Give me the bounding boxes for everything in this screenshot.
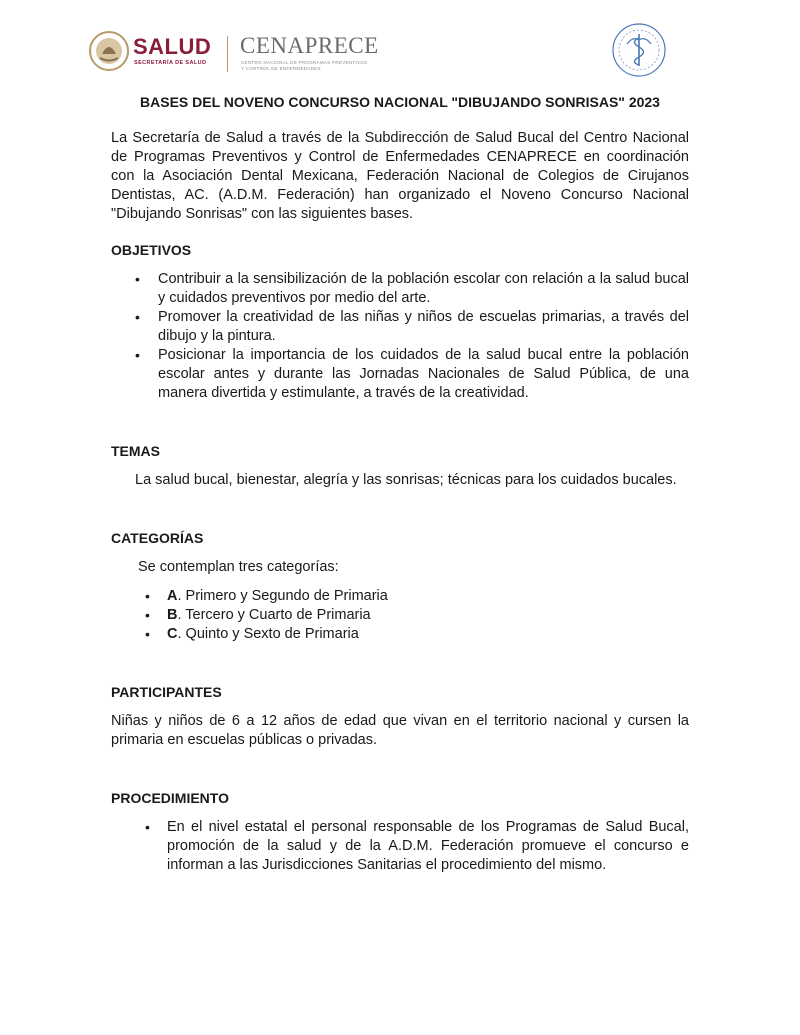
list-item-text: Promover la creatividad de las niñas y niños de escuelas primarias, a través del dibujo y la pintura. [158,309,689,344]
list-item [111,818,689,875]
category-letter: B [167,607,178,623]
objetivos-list [111,270,689,403]
salud-logo-subtitle: SECRETARÍA DE SALUD [134,60,207,66]
list-item [111,308,689,346]
salud-logo-text: SALUD [133,34,212,59]
bullet-icon: • [145,819,150,835]
bullet-icon: • [145,607,150,623]
section-heading-participantes: PARTICIPANTES [111,684,222,700]
category-label: . Primero y Segundo de Primaria [177,588,388,604]
adm-federacion-seal-icon [611,22,667,78]
section-heading-categorias: CATEGORÍAS [111,530,204,546]
procedimiento-list [111,818,689,875]
categorias-list [111,587,689,644]
bullet-icon: • [135,309,140,325]
temas-paragraph: La salud bucal, bienestar, alegría y las sonrisas; técnicas para los cuidados bucales. [135,472,677,488]
list-item [111,270,689,308]
bullet-icon: • [135,271,140,287]
bullet-icon: • [135,347,140,363]
list-item [111,346,689,403]
document-body [111,92,689,875]
list-item-text: Contribuir a la sensibilización de la población escolar con relación a la salud bucal y cuidados preventivos por medio del arte. [158,271,689,306]
cenaprece-logo-subtitle-1: CENTRO NACIONAL DE PROGRAMAS PREVENTIVOS [241,60,368,65]
document-title: BASES DEL NOVENO CONCURSO NACIONAL "DIBUJANDO SONRISAS" 2023 [140,94,660,110]
page-header [0,0,800,90]
section-heading-temas: TEMAS [111,443,160,459]
category-letter: A [167,588,178,604]
mexico-coat-of-arms-icon [88,30,130,72]
participantes-paragraph: Niñas y niños de 6 a 12 años de edad que vivan en el territorio nacional y cursen la primaria en escuelas públicas o privadas. [111,713,689,748]
cenaprece-logo-text: CENAPRECE [240,33,379,58]
category-label: . Quinto y Sexto de Primaria [177,626,359,642]
intro-paragraph: La Secretaría de Salud a través de la Subdirección de Salud Bucal del Centro Nacional de Programas Preventivos y Control de Enfermedades CENAPRECE en coordinación con la Asociación Dental Mexicana, Federación Nacional de Colegios de Cirujanos Dentistas, AC. (A.D.M. Federación) han organizado el Noveno Concurso Nacional "Dibujando Sonrisas" con las siguientes bases. [111,130,689,222]
list-item [111,606,689,625]
list-item [111,587,689,606]
bullet-icon: • [145,626,150,642]
list-item-text: En el nivel estatal el personal responsable de los Programas de Salud Bucal, promoción de la salud y de la A.D.M. Federación promueve el concurso e informan a las Jurisdicciones Sanitarias el procedimiento del mismo. [167,819,689,873]
cenaprece-logo-subtitle-2: Y CONTROL DE ENFERMEDADES [241,66,321,71]
categorias-intro: Se contemplan tres categorías: [138,559,339,575]
section-heading-objetivos: OBJETIVOS [111,242,192,258]
logo-divider [227,36,228,72]
list-item [111,625,689,644]
category-label: . Tercero y Cuarto de Primaria [177,607,371,623]
category-letter: C [167,626,178,642]
list-item-text: Posicionar la importancia de los cuidados de la salud bucal entre la población escolar antes y durante las Jornadas Nacionales de Salud Pública, de una manera divertida y estimulante, a través de la creatividad. [158,347,689,401]
section-heading-procedimiento: PROCEDIMIENTO [111,790,229,806]
bullet-icon: • [145,588,150,604]
